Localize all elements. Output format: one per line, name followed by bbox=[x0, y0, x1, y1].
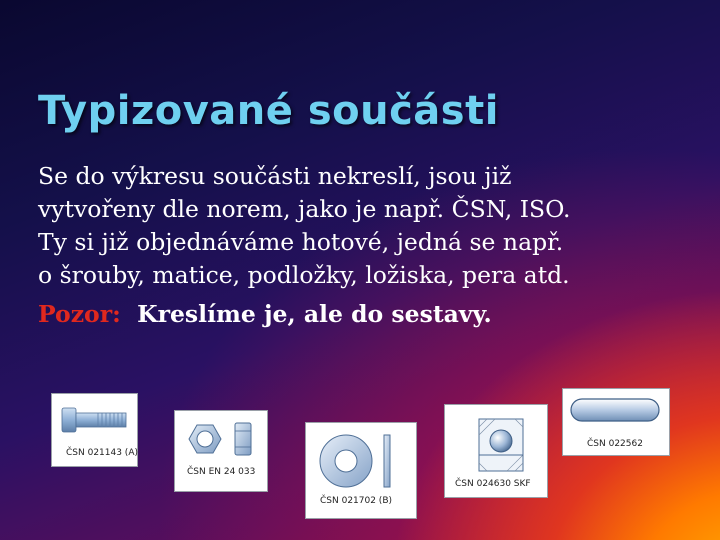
part-key-card bbox=[562, 388, 670, 456]
nut-caption: ČSN EN 24 033 bbox=[187, 467, 256, 477]
bolt-caption: ČSN 021143 (A) bbox=[66, 448, 138, 458]
bearing-caption: ČSN 024630 SKF bbox=[455, 479, 531, 489]
bolt-drawing bbox=[52, 396, 137, 446]
paragraph-line-1: Se do výkresu součásti nekreslí, jsou již bbox=[38, 162, 512, 190]
nut-drawing bbox=[175, 411, 267, 471]
key-caption: ČSN 022562 bbox=[587, 439, 643, 449]
part-bolt-card bbox=[51, 393, 138, 467]
washer-caption: ČSN 021702 (B) bbox=[320, 496, 393, 506]
paragraph-line-4: o šrouby, matice, podložky, ložiska, pera atd. bbox=[38, 261, 570, 289]
part-nut-card bbox=[174, 410, 268, 492]
warning-label: Pozor: bbox=[38, 300, 121, 328]
part-washer-card bbox=[305, 422, 417, 519]
key-drawing bbox=[563, 389, 669, 429]
warning-line bbox=[38, 298, 708, 331]
paragraph-line-2: vytvořeny dle norem, jako je např. ČSN, ISO. bbox=[38, 195, 571, 223]
part-bearing-card bbox=[444, 404, 548, 498]
warning-text: Kreslíme je, ale do sestavy. bbox=[137, 300, 492, 328]
paragraph-line-3: Ty si již objednáváme hotové, jedná se např. bbox=[38, 228, 564, 256]
washer-drawing bbox=[306, 423, 416, 493]
slide-body bbox=[38, 160, 708, 331]
bearing-drawing bbox=[445, 405, 547, 475]
slide-title: Typizované součásti bbox=[38, 88, 499, 134]
